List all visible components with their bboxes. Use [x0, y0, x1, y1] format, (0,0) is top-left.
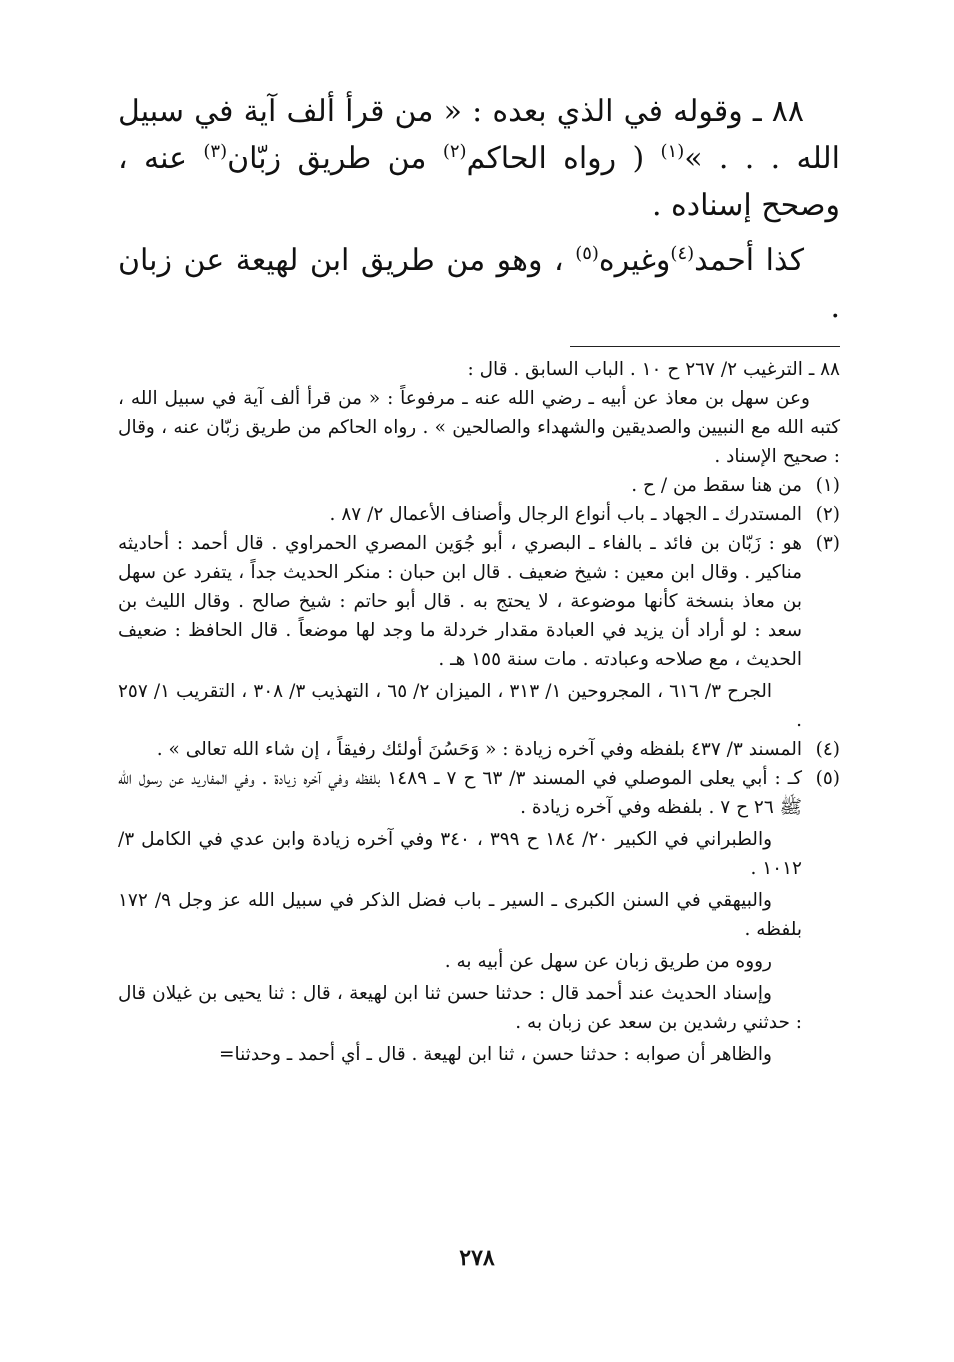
- footnote-ref-4: (٤): [670, 243, 695, 264]
- footnote-text: هو : زَبّان بن فائد ـ بالفاء ـ البصري ، أبو جُوَين المصري الحمراوي . قال أحمد : أحاديثه مناكير . وقال ابن معين : شيخ ضعيف . قال ابن حبان : منكر الحديث جداً ، يتفرد عن سهل بن معاذ بنسخة كأنها موضوعة ، لا يحتج به . قال أبو حاتم : شيخ صالح . وقال الليث بن سعد : لو أراد أن يزيد في العبادة مقدار خردلة ما وجد لها موضعاً . قال الحافظ : ضعيف الحديث ، مع صلاحه وعبادته . مات سنة ١٥٥ هـ .: [118, 533, 802, 670]
- footnote-ref-2: (٢): [442, 141, 467, 162]
- footnote-ref-5: (٥): [575, 243, 599, 264]
- footnote-separator: [570, 346, 840, 347]
- page-number: ٢٧٨: [459, 1245, 495, 1271]
- main-text: [118, 88, 840, 331]
- footnote-2: [118, 500, 840, 529]
- footnote-number: (٥): [815, 768, 840, 789]
- footnote-text: رووه من طريق زبان عن سهل عن أبيه به .: [444, 951, 772, 972]
- footnote-text: من هنا سقط من / ح .: [631, 475, 802, 496]
- footnote-number: (٣): [815, 533, 840, 554]
- footnote-3: [118, 529, 840, 735]
- footnote-number: (١): [815, 475, 840, 496]
- footnote-4: [118, 735, 840, 764]
- page-content: [118, 88, 840, 1069]
- footnote-1: [118, 471, 840, 500]
- footnote-text: المستدرك ـ الجهاد ـ باب أنواع الرجال وأصناف الأعمال ٢/ ٨٧ .: [329, 504, 802, 525]
- footnote-ref-3: (٣): [203, 141, 228, 162]
- main-paragraph-88: ٨٨ ـ وقوله في الذي بعده : « من قرأ ألف آية في سبيل الله . . . »$^{(١)}$ ( رواه الحاكم$^{(٢)}$ من طريق زبّان$^{(٣)}$ عنه ، وصحح إسناده .: [118, 94, 840, 223]
- footnotes: [118, 355, 840, 1069]
- footnote-5: [118, 764, 840, 1069]
- footnote-text: وإسناد الحديث عند أحمد قال : حدثنا حسن ثنا ابن لهيعة ، قال : ثنا يحيى بن غيلان قال : حدثني رشدين بن سعد عن زبان به .: [118, 983, 802, 1033]
- footnote-text: المسند ٣/ ٤٣٧ بلفظه وفي آخره زيادة : « وَحَسُنَ أولئك رفيقاً ، إن شاء الله تعالى » .: [156, 739, 802, 760]
- footnote-text: كـ : أبي يعلى الموصلي في المسند ٣/ ٦٣ ح ٧ ـ ١٤٨٩ بلفظه وفي آخره زيادة . وفي المفاريد عن رسول الله ﷺ ٢٦ ح ٧ . بلفظه وفي آخره زيادة .: [118, 768, 803, 818]
- footnote-text: والطبراني في الكبير ٢٠/ ١٨٤ ح ٣٩٩ ، ٣٤٠ وفي آخره زيادة وابن عدي في الكامل ٣/ ١٠١٢ .: [118, 829, 802, 879]
- footnote-number: (٤): [815, 739, 840, 760]
- footnote-text: والبيهقي في السنن الكبرى ـ السير ـ باب فضل الذكر في سبيل الله عز وجل ٩/ ١٧٢ بلفظه .: [118, 890, 802, 940]
- main-paragraph-2: كذا أحمد$^{(٤)}$وغيره$^{(٥)}$ ، وهو من طريق ابن لهيعة عن زبان .: [118, 243, 840, 325]
- footnote-intro: ٨٨ ـ الترغيب ٢/ ٢٦٧ ح ١٠ . الباب السابق . قال :: [467, 359, 840, 380]
- footnote-intro-quote: وعن سهل بن معاذ عن أبيه ـ رضي الله عنه ـ مرفوعاً : « من قرأ ألف آية في سبيل الله ، كتبه الله مع النبيين والصديقين والشهداء والصالحين » . رواه الحاكم من طريق زبّان عنه ، وقال : صحيح الإسناد .: [118, 388, 840, 467]
- footnote-sources: الجرح ٣/ ٦١٦ ، المجروحين ١/ ٣١٣ ، الميزان ٢/ ٦٥ ، التهذيب ٣/ ٣٠٨ ، التقريب ١/ ٢٥٧ .: [118, 681, 802, 731]
- footnote-ref-1: (١): [660, 141, 685, 162]
- footnote-text: والظاهر أن صوابه : حدثنا حسن ، ثنا ابن لهيعة . قال ـ أي أحمد ـ وحدثنا=: [218, 1044, 772, 1065]
- footnote-number: (٢): [815, 504, 840, 525]
